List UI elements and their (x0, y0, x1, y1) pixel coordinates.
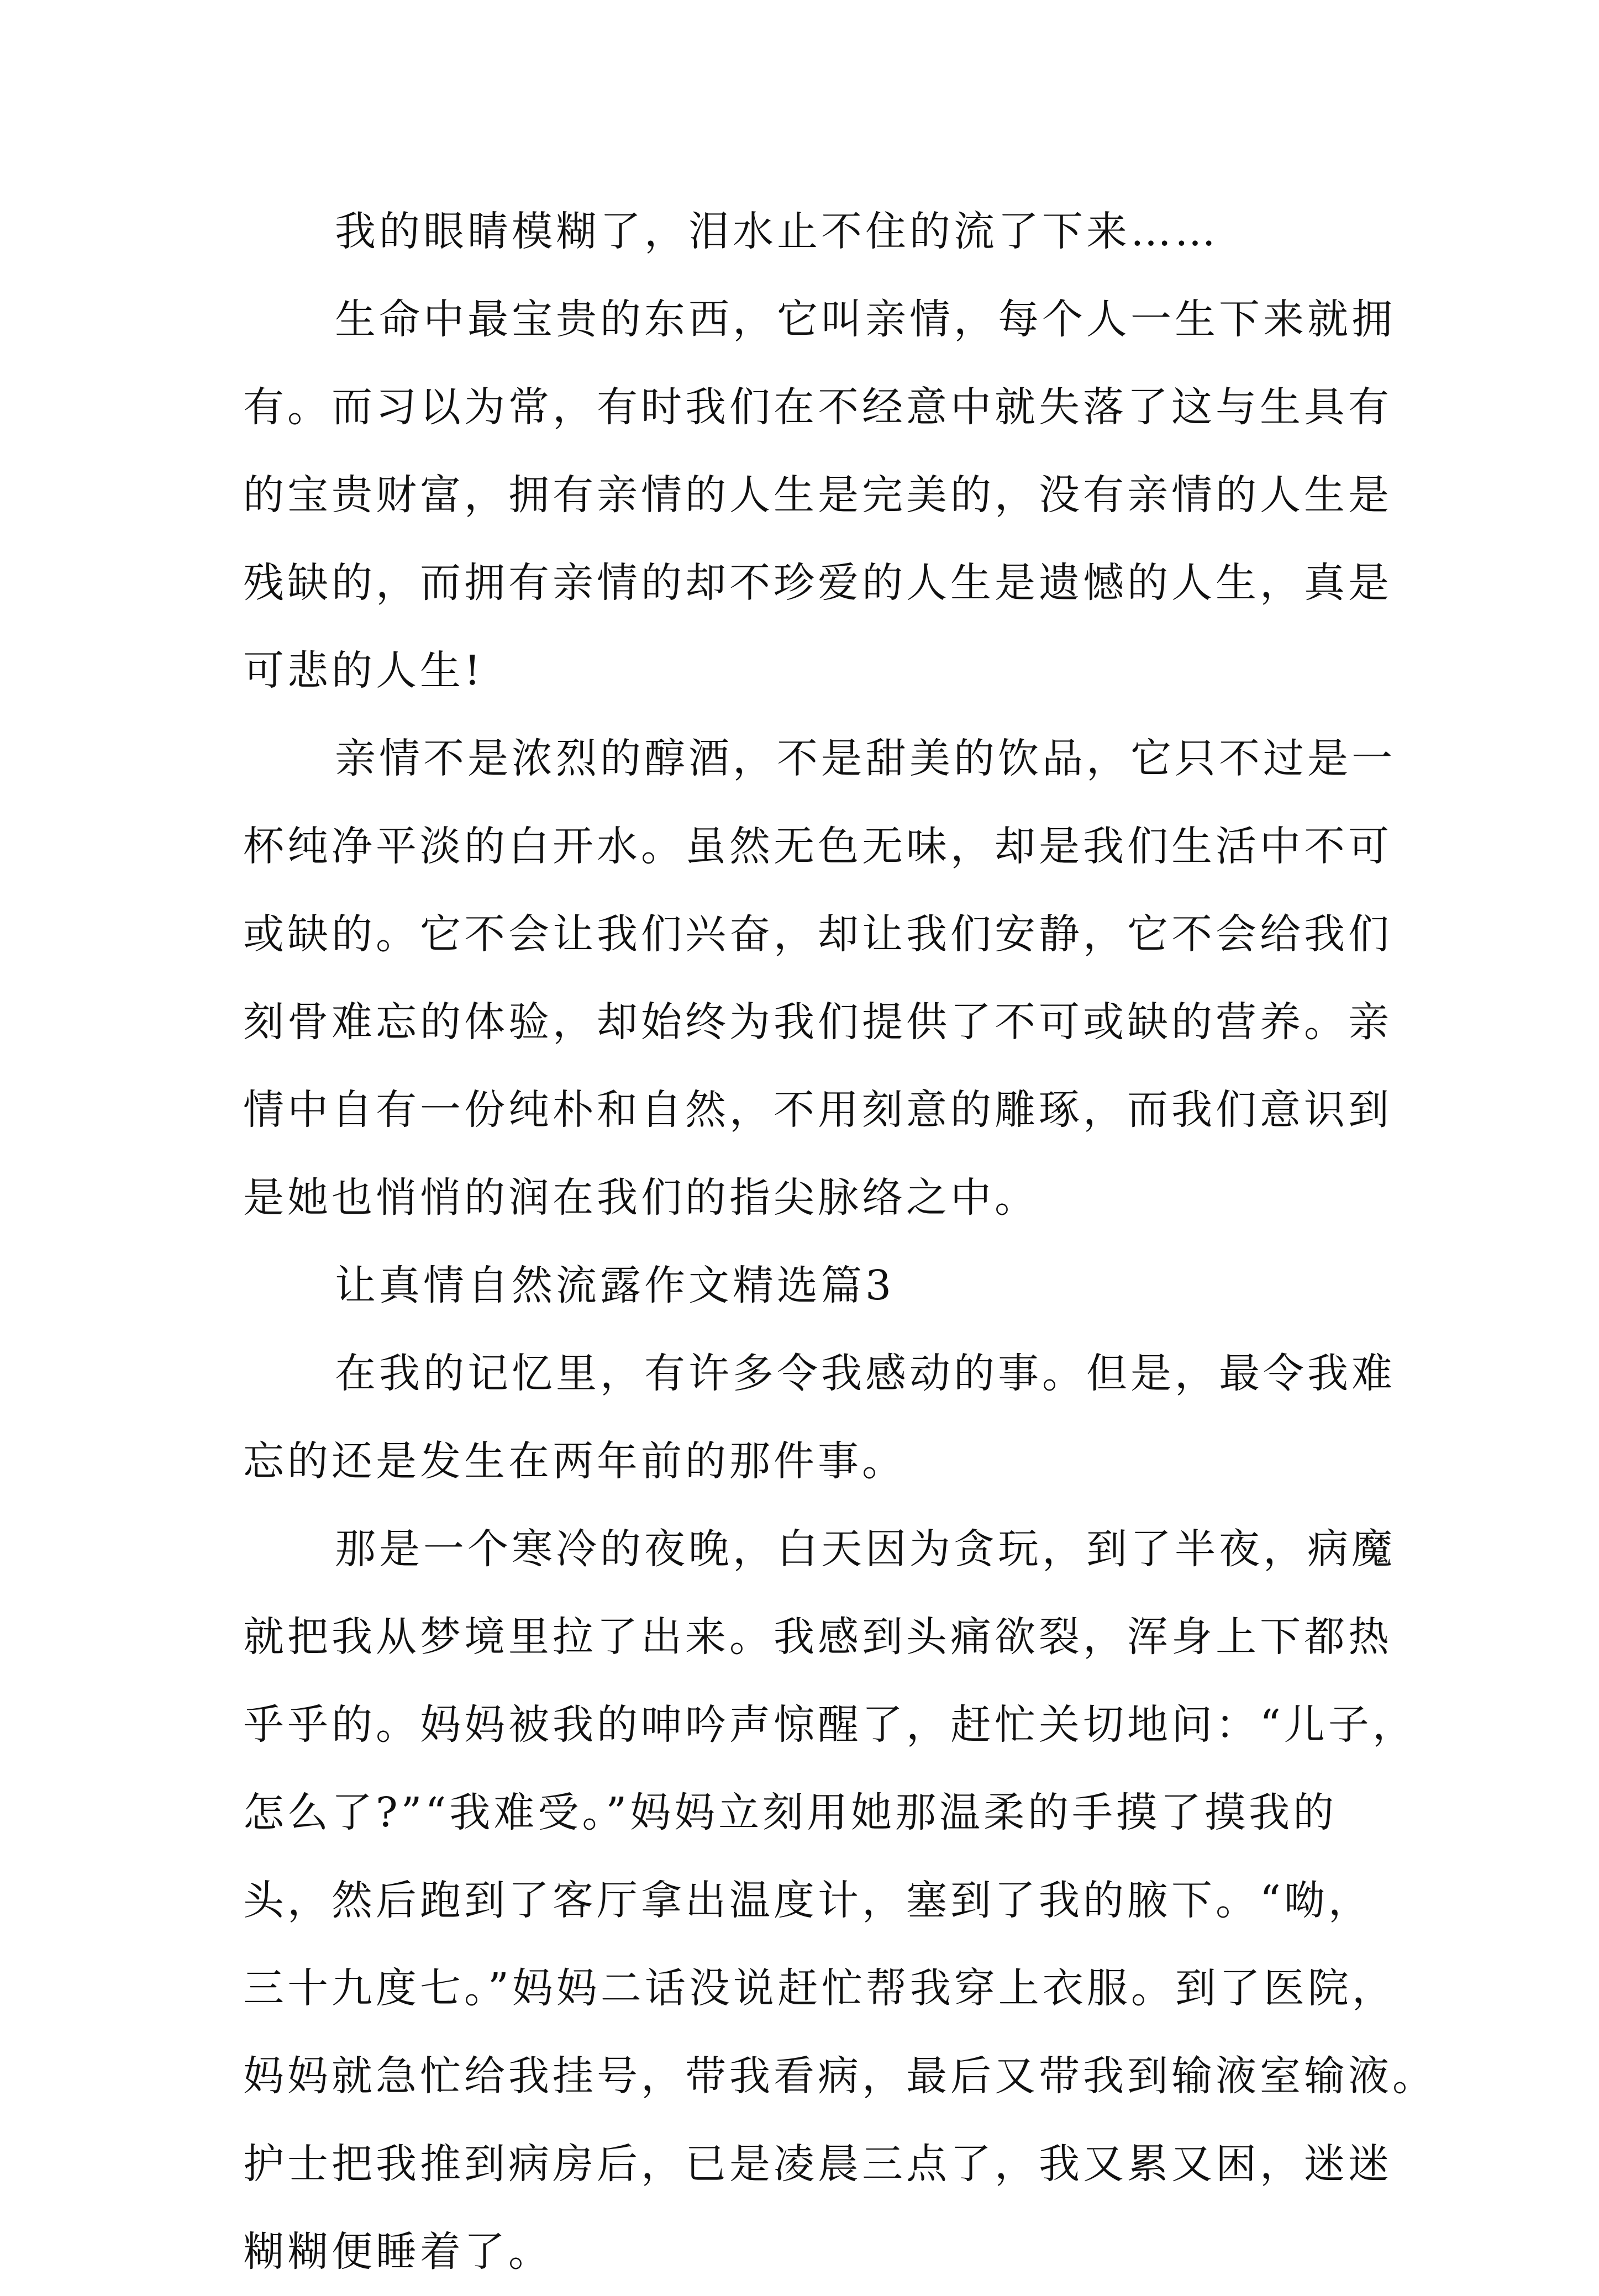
paragraph (243, 276, 1396, 715)
paragraph-line: 亲情不是浓烈的醇酒，不是甜美的饮品，它只不过是一 (335, 735, 1396, 782)
paragraph (243, 715, 1396, 1242)
paragraph-line: 的宝贵财富，拥有亲情的人生是完美的，没有亲情的人生是 (243, 471, 1392, 519)
paragraph-line: 或缺的。它不会让我们兴奋，却让我们安静，它不会给我们 (243, 910, 1392, 958)
paragraph-line: 怎么了?”“我难受。”妈妈立刻用她那温柔的手摸了摸我的 (243, 1789, 1338, 1836)
paragraph-line: 糊糊便睡着了。 (243, 2228, 553, 2276)
paragraph (243, 1330, 1396, 1505)
paragraph-line: 三十九度七。”妈妈二话没说赶忙帮我穿上衣服。到了医院， (243, 1965, 1396, 2012)
paragraph-line: 妈妈就急忙给我挂号，带我看病，最后又带我到输液室输液。 (243, 2052, 1437, 2100)
paragraph-line: 情中自有一份纯朴和自然，不用刻意的雕琢，而我们意识到 (243, 1086, 1392, 1134)
section-heading-text: 让真情自然流露作文精选篇3 (335, 1262, 895, 1309)
paragraph-line: 乎乎的。妈妈被我的呻吟声惊醒了，赶忙关切地问：“儿子， (243, 1701, 1417, 1749)
paragraph-line: 残缺的，而拥有亲情的却不珍爱的人生是遗憾的人生，真是 (243, 559, 1392, 607)
paragraph-line: 忘的还是发生在两年前的那件事。 (243, 1437, 906, 1485)
paragraph-line: 杯纯净平淡的白开水。虽然无色无味，却是我们生活中不可 (243, 823, 1392, 870)
paragraph-line: 那是一个寒冷的夜晚，白天因为贪玩，到了半夜，病魔 (335, 1525, 1396, 1573)
section-heading (243, 1242, 1359, 1330)
paragraph (243, 1505, 1437, 2296)
paragraph-line: 是她也悄悄的润在我们的指尖脉络之中。 (243, 1174, 1039, 1221)
paragraph-line: 生命中最宝贵的东西，它叫亲情，每个人一生下来就拥 (335, 296, 1396, 343)
paragraph-line: 有。而习以为常，有时我们在不经意中就失落了这与生具有 (243, 383, 1392, 431)
paragraph-line: 在我的记忆里，有许多令我感动的事。但是，最令我难 (335, 1350, 1396, 1397)
paragraph-line: 可悲的人生! (243, 647, 484, 694)
paragraph-line: 刻骨难忘的体验，却始终为我们提供了不可或缺的营养。亲 (243, 998, 1392, 1046)
paragraph (243, 188, 1359, 276)
paragraph-line: 我的眼睛模糊了，泪水止不住的流了下来…… (335, 208, 1219, 255)
paragraph-line: 护士把我推到病房后，已是凌晨三点了，我又累又困，迷迷 (243, 2140, 1392, 2188)
paragraph-line: 头，然后跑到了客厅拿出温度计，塞到了我的腋下。“呦， (243, 1877, 1372, 1924)
text-column (243, 188, 1437, 2296)
paragraph-line: 就把我从梦境里拉了出来。我感到头痛欲裂，浑身上下都热 (243, 1613, 1392, 1661)
